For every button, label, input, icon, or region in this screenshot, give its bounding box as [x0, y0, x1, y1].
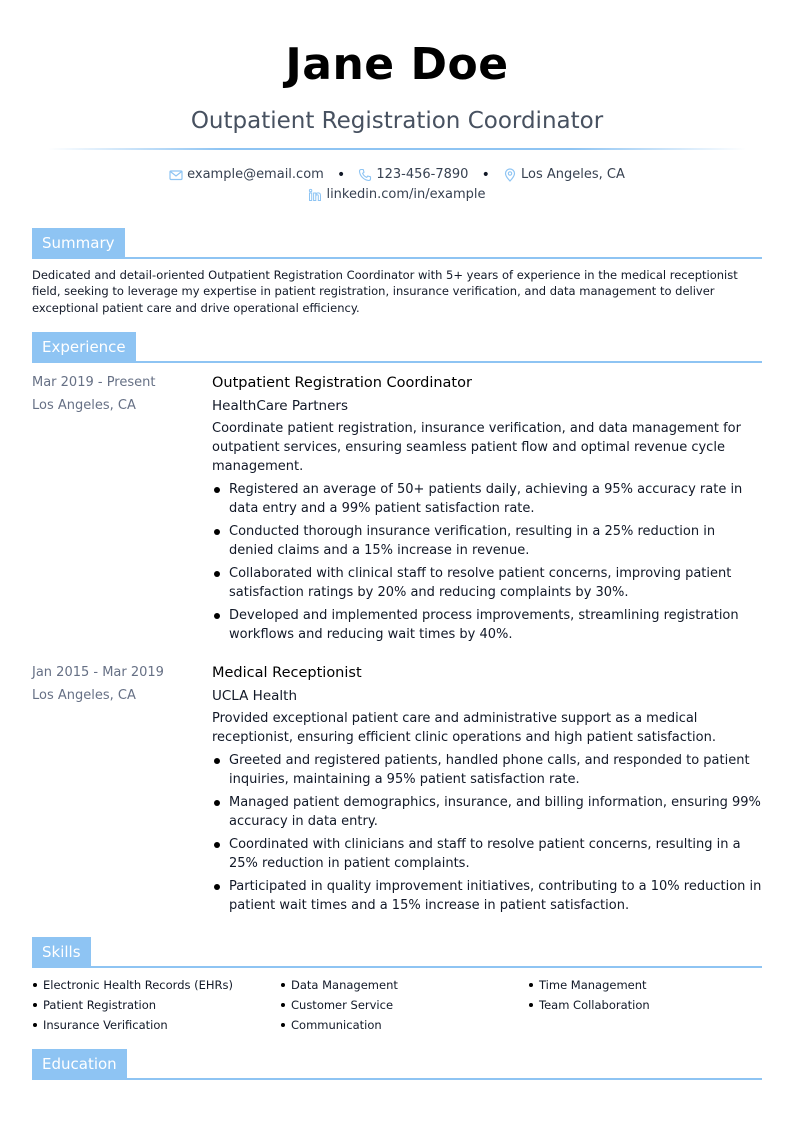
mail-icon — [169, 168, 183, 182]
experience-company: UCLA Health — [212, 688, 297, 704]
skill-text: Electronic Health Records (EHRs) — [43, 978, 234, 992]
skill-item — [32, 996, 280, 1014]
experience-bullet-text: Participated in quality improvement initiatives, contributing to a 10% reduction in patient wait times and a 15% increase in patient satisfaction. — [229, 879, 762, 913]
bullet-dot — [214, 571, 220, 577]
contact-email[interactable] — [169, 166, 324, 184]
experience-dates: Mar 2019 - Present — [32, 375, 156, 390]
summary-text: Dedicated and detail-oriented Outpatient Registration Coordinator with 5+ years of experience in the medical receptionist field, seeking to leverage my expertise in patient registration, insurance verification, and data management to deliver exceptional patient care and drive operational efficiency. — [32, 268, 738, 315]
section-divider — [32, 257, 762, 259]
bullet-dot — [33, 1003, 37, 1007]
bullet-dot — [214, 842, 220, 848]
experience-bullet-text: Greeted and registered patients, handled phone calls, and responded to patient inquiries, maintaining a 95% patient satisfaction rate. — [229, 753, 750, 787]
contact-location-text: Los Angeles, CA — [521, 167, 625, 182]
contact-phone-text: 123-456-7890 — [376, 167, 469, 182]
experience-bullet — [212, 480, 762, 518]
skills-list — [32, 976, 762, 1034]
experience-location: Los Angeles, CA — [32, 398, 136, 413]
experience-meta — [32, 371, 202, 417]
experience-description: Coordinate patient registration, insurance verification, and data management for outpatient services, ensuring seamless patient flow and optimal revenue cycle management. — [212, 421, 741, 474]
section-divider — [32, 361, 762, 363]
experience-location: Los Angeles, CA — [32, 688, 136, 703]
bullet-dot — [281, 1023, 285, 1027]
skill-text: Team Collaboration — [539, 998, 650, 1012]
skills-heading: Skills — [32, 937, 91, 968]
experience-description: Provided exceptional patient care and administrative support as a medical receptionist, ensuring efficient clinic operations and high patient satisfaction. — [212, 711, 716, 745]
experience-heading: Experience — [32, 332, 136, 363]
experience-bullet — [212, 606, 762, 644]
skill-item — [280, 996, 528, 1014]
skill-text: Customer Service — [291, 998, 394, 1012]
experience-bullet-text: Developed and implemented process improvements, streamlining registration workflows and reducing wait times by 40%. — [229, 608, 739, 642]
bullet-dot — [214, 758, 220, 764]
skill-text: Communication — [291, 1018, 382, 1032]
contact-separator: • — [336, 167, 346, 183]
experience-section-header — [32, 332, 762, 364]
candidate-name: Jane Doe — [285, 39, 509, 90]
bullet-dot — [529, 983, 533, 987]
skill-item — [32, 976, 280, 994]
experience-body — [212, 371, 762, 648]
experience-bullet — [212, 793, 762, 831]
experience-body — [212, 661, 762, 919]
contact-email-text: example@email.com — [187, 167, 324, 182]
contact-row — [0, 166, 794, 185]
bullet-dot — [214, 487, 220, 493]
experience-role: Medical Receptionist — [212, 665, 362, 681]
experience-meta — [32, 661, 202, 707]
contact-linkedin[interactable] — [308, 186, 485, 204]
section-divider — [32, 1078, 762, 1080]
contact-phone[interactable] — [358, 166, 468, 184]
skill-text: Patient Registration — [43, 998, 157, 1012]
skill-item — [528, 976, 762, 994]
experience-bullet — [212, 522, 762, 560]
bullet-dot — [33, 1023, 37, 1027]
bullet-dot — [33, 983, 37, 987]
skill-item — [528, 996, 762, 1014]
location-pin-icon — [503, 168, 517, 182]
contact-linkedin-text: linkedin.com/in/example — [326, 187, 486, 202]
experience-bullet — [212, 564, 762, 602]
experience-bullet-text: Managed patient demographics, insurance, and billing information, ensuring 99% accuracy in data entry. — [229, 795, 761, 829]
experience-bullet-text: Coordinated with clinicians and staff to resolve patient concerns, resulting in a 25% reduction in patient complaints. — [229, 837, 741, 871]
summary-section-header — [32, 228, 762, 260]
experience-role: Outpatient Registration Coordinator — [212, 375, 472, 391]
skills-section-header — [32, 937, 762, 969]
experience-bullet-text: Registered an average of 50+ patients daily, achieving a 95% accuracy rate in data entry and a 99% patient satisfaction rate. — [229, 482, 743, 516]
education-section-header — [32, 1049, 762, 1081]
skill-text: Insurance Verification — [43, 1018, 168, 1032]
skill-item — [32, 1016, 280, 1034]
contact-location — [503, 166, 625, 184]
linkedin-icon — [308, 188, 322, 202]
education-heading: Education — [32, 1049, 127, 1080]
phone-icon — [358, 168, 372, 182]
skill-item — [280, 1016, 528, 1034]
experience-bullet-text: Collaborated with clinical staff to resolve patient concerns, improving patient satisfaction ratings by 20% and reducing complaints by 30%. — [229, 566, 732, 600]
experience-bullet — [212, 835, 762, 873]
bullet-dot — [214, 529, 220, 535]
experience-bullet — [212, 751, 762, 789]
skill-text: Data Management — [291, 978, 398, 992]
experience-dates: Jan 2015 - Mar 2019 — [32, 665, 164, 680]
experience-bullets — [212, 751, 762, 915]
bullet-dot — [281, 983, 285, 987]
contact-row-linkedin — [0, 186, 794, 205]
experience-bullets — [212, 480, 762, 644]
title-divider — [48, 148, 746, 150]
bullet-dot — [214, 884, 220, 890]
bullet-dot — [214, 613, 220, 619]
contact-separator: • — [481, 167, 490, 183]
skill-text: Time Management — [539, 978, 647, 992]
section-divider — [32, 966, 762, 968]
bullet-dot — [281, 1003, 285, 1007]
bullet-dot — [214, 800, 220, 806]
bullet-dot — [529, 1003, 533, 1007]
experience-bullet-text: Conducted thorough insurance verification, resulting in a 25% reduction in denied claims and a 15% increase in revenue. — [229, 524, 716, 558]
experience-company: HealthCare Partners — [212, 398, 348, 414]
candidate-title: Outpatient Registration Coordinator — [190, 108, 604, 134]
experience-bullet — [212, 877, 762, 915]
skill-item — [280, 976, 528, 994]
summary-heading: Summary — [32, 228, 125, 259]
